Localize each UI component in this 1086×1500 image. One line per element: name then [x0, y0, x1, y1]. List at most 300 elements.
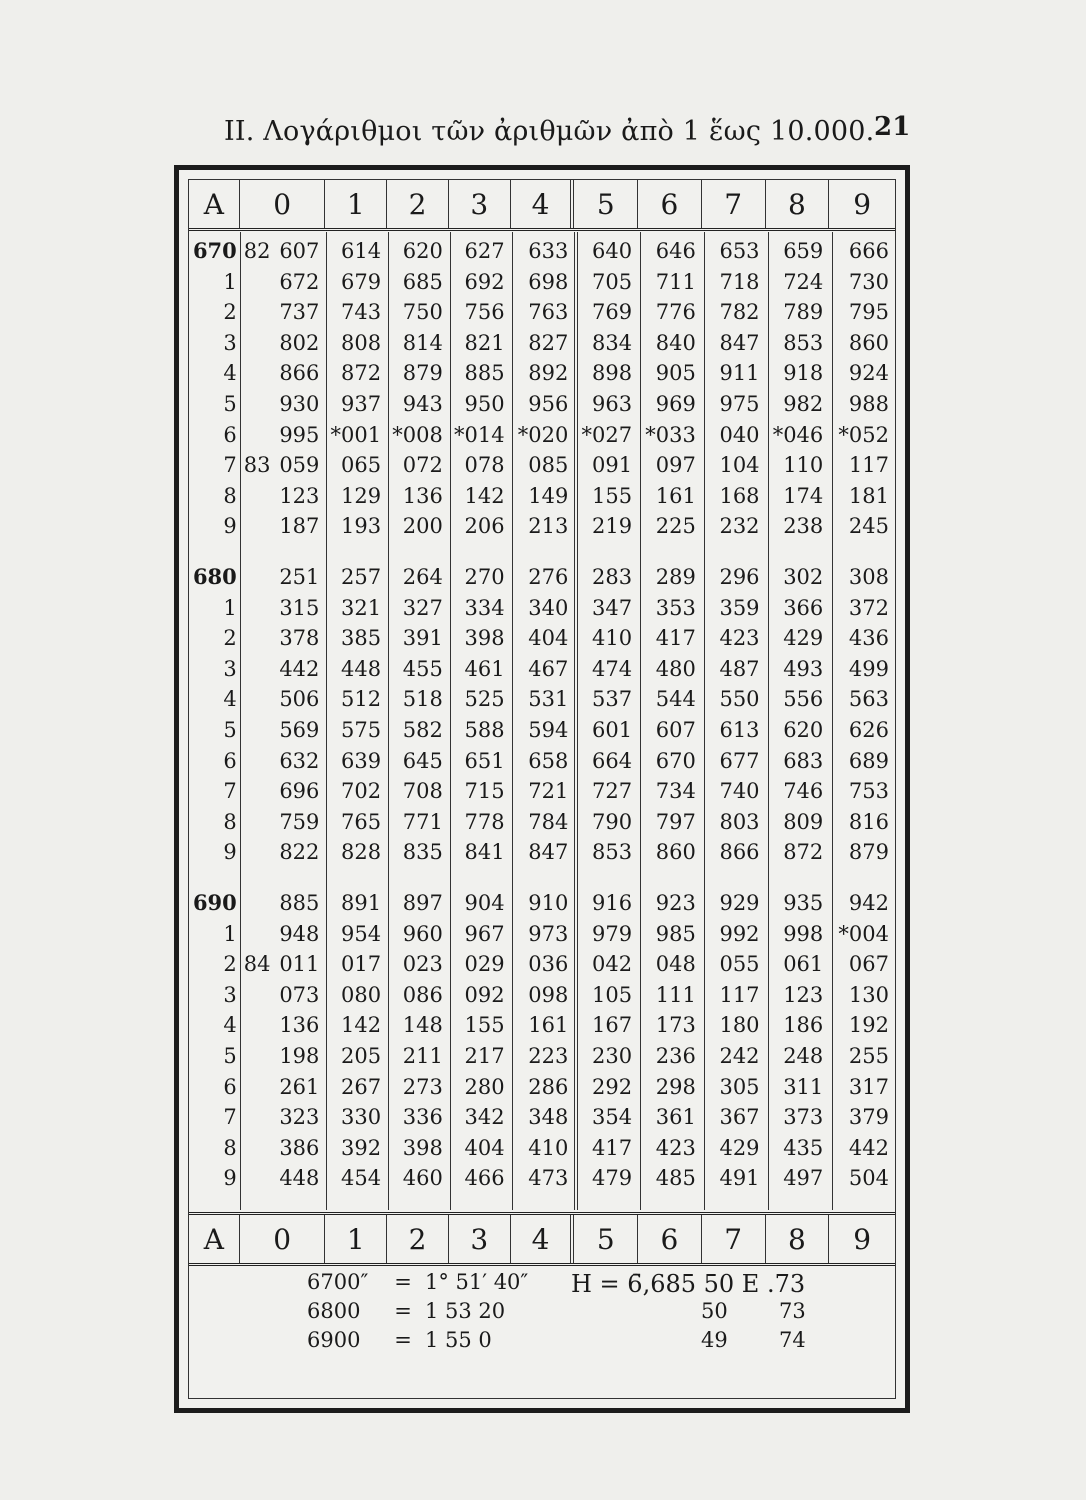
mantissa-cell: 718 [719, 269, 760, 294]
mantissa-cell: 916 [591, 891, 633, 915]
mantissa-cell: 658 [528, 748, 569, 773]
mantissa-cell: 232 [719, 514, 760, 539]
mantissa-cell: 626 [848, 717, 889, 742]
mantissa-cell: *008 [392, 422, 443, 447]
row-argument: 5 [223, 391, 237, 416]
mantissa-cell: 036 [528, 952, 569, 977]
note-line-3 [307, 1328, 492, 1352]
mantissa-value: 442 [279, 656, 320, 681]
note-equals: = [394, 1299, 412, 1323]
modulus-sub-2: 49 [701, 1328, 728, 1352]
mantissa-cell: 461 [464, 656, 505, 681]
mantissa-cell: 531 [528, 687, 569, 712]
table-row [189, 1163, 895, 1194]
mantissa-cell: *052 [838, 422, 889, 447]
mantissa-cell: 702 [341, 779, 382, 804]
mantissa-value: 607 [279, 239, 320, 263]
mantissa-cell: 847 [719, 330, 760, 355]
mantissa-cell: 273 [402, 1074, 443, 1099]
note-value: 6800 [307, 1299, 361, 1323]
mantissa-value: 802 [279, 330, 320, 355]
mantissa-cell: 979 [591, 921, 633, 946]
row-argument: 2 [223, 626, 237, 651]
mantissa-cell: 359 [719, 595, 760, 620]
mantissa-cell: 620 [783, 717, 824, 742]
header-col-2: 2 [387, 180, 449, 228]
header-col-7: 7 [702, 180, 766, 228]
mantissa-cell: 721 [528, 779, 569, 804]
footer-col-2: 2 [387, 1215, 449, 1263]
mantissa-cell: 398 [464, 626, 505, 651]
table-row [189, 1041, 895, 1072]
mantissa-cell: 666 [848, 239, 889, 263]
mantissa-cell: 155 [591, 483, 633, 508]
table-row [189, 807, 895, 838]
table-row [189, 919, 895, 950]
row-argument: 6 [223, 1074, 237, 1099]
mantissa-cell: 998 [783, 921, 824, 946]
row-argument: 7 [223, 779, 237, 804]
row-argument: 3 [223, 330, 237, 355]
mantissa-cell: 330 [341, 1105, 382, 1130]
mantissa-cell: 942 [848, 891, 889, 915]
mantissa-cell: *033 [645, 422, 696, 447]
modulus-sub-1: 50 [701, 1299, 728, 1323]
mantissa-cell: 493 [783, 656, 824, 681]
mantissa-value: 386 [279, 1135, 320, 1160]
mantissa-value: 011 [279, 952, 320, 977]
mantissa-cell [240, 684, 326, 715]
note-value: 6900 [307, 1328, 361, 1352]
mantissa-cell: 943 [402, 391, 443, 416]
mantissa-cell: 771 [402, 809, 443, 834]
table-row [189, 1102, 895, 1133]
mantissa-cell: 161 [528, 1013, 569, 1038]
table-row [189, 328, 895, 359]
mantissa-cell: 692 [464, 269, 505, 294]
mantissa-cell: 892 [528, 361, 569, 386]
mantissa-cell: 679 [341, 269, 382, 294]
mantissa-cell: 455 [402, 656, 443, 681]
mantissa-cell: 085 [528, 453, 569, 478]
mantissa-value: 323 [279, 1105, 320, 1130]
mantissa-cell: 734 [655, 779, 696, 804]
mantissa-cell [240, 980, 326, 1011]
header-col-5: 5 [574, 180, 638, 228]
table-row [189, 776, 895, 807]
mantissa-cell: 556 [783, 687, 824, 712]
mantissa-cell: 255 [848, 1043, 889, 1068]
table-row [189, 389, 895, 420]
mantissa-cell: 230 [591, 1043, 633, 1068]
mantissa-cell: 442 [848, 1135, 889, 1160]
footer-col-8: 8 [766, 1215, 830, 1263]
mantissa-cell: 065 [341, 453, 382, 478]
mantissa-cell: *014 [454, 422, 505, 447]
mantissa-cell [240, 776, 326, 807]
mantissa-cell [240, 623, 326, 654]
mantissa-cell: 342 [464, 1105, 505, 1130]
mantissa-cell: 982 [783, 391, 824, 416]
row-argument: 9 [223, 514, 237, 539]
mantissa-cell: 270 [464, 565, 505, 589]
table-row [189, 1072, 895, 1103]
mantissa-cell [240, 450, 326, 481]
mantissa-cell: 790 [591, 809, 633, 834]
mantissa-cell: 651 [464, 748, 505, 773]
mantissa-cell: 200 [402, 514, 443, 539]
mantissa-cell: 280 [464, 1074, 505, 1099]
mantissa-cell: 518 [402, 687, 443, 712]
mantissa-cell: 040 [719, 422, 760, 447]
mantissa-cell: 935 [783, 891, 824, 915]
mantissa-cell: 067 [848, 952, 889, 977]
table-notes [189, 1270, 895, 1370]
mantissa-cell: 327 [402, 595, 443, 620]
table-title: II. Λογάριθμοι τῶν ἀριθμῶν ἀπὸ 1 ἕως 10.000. [224, 116, 875, 147]
mantissa-value: 948 [279, 921, 320, 946]
table-row [189, 837, 895, 868]
page-number: 21 [874, 112, 911, 142]
mantissa-value: 059 [279, 453, 320, 478]
mantissa-cell: 594 [528, 717, 569, 742]
mantissa-cell: *001 [330, 422, 382, 447]
mantissa-cell: *046 [772, 422, 824, 447]
mantissa-cell: 354 [591, 1105, 633, 1130]
mantissa-cell: 417 [591, 1135, 633, 1160]
row-argument: 4 [223, 1013, 237, 1038]
note-equals: = [394, 1270, 412, 1294]
mantissa-cell: 148 [402, 1013, 443, 1038]
mantissa-cell: 257 [341, 565, 382, 589]
mantissa-cell: 181 [848, 483, 889, 508]
mantissa-cell: 410 [591, 626, 633, 651]
header-col-8: 8 [766, 180, 830, 228]
mantissa-cell: 963 [591, 391, 633, 416]
table-body [189, 232, 895, 1210]
mantissa-cell: 055 [719, 952, 760, 977]
mantissa-cell: 975 [719, 391, 760, 416]
mantissa-cell: 078 [464, 453, 505, 478]
mantissa-cell: 219 [591, 514, 633, 539]
footer-col-0: 0 [240, 1215, 326, 1263]
mantissa-cell: 248 [783, 1043, 824, 1068]
mantissa-cell: 491 [719, 1166, 760, 1191]
footer-col-3: 3 [449, 1215, 511, 1263]
table-row [189, 715, 895, 746]
table-row [189, 511, 895, 542]
mantissa-cell [240, 511, 326, 542]
mantissa-cell: 206 [464, 514, 505, 539]
mantissa-cell: 730 [848, 269, 889, 294]
mantissa-cell: 923 [655, 891, 696, 915]
mantissa-cell: 956 [528, 391, 569, 416]
mantissa-cell: 537 [591, 687, 633, 712]
mantissa-cell: 746 [783, 779, 824, 804]
row-argument: 8 [223, 809, 237, 834]
mantissa-cell [240, 1133, 326, 1164]
mantissa-value: 261 [279, 1074, 320, 1099]
mantissa-cell: 104 [719, 453, 760, 478]
table-row [189, 684, 895, 715]
mantissa-cell: 029 [464, 952, 505, 977]
mantissa-cell: 698 [528, 269, 569, 294]
mantissa-cell: 879 [402, 361, 443, 386]
mantissa-value: 569 [279, 717, 320, 742]
mantissa-cell [240, 1010, 326, 1041]
row-argument: 9 [223, 840, 237, 865]
mantissa-cell: 186 [783, 1013, 824, 1038]
mantissa-cell: 950 [464, 391, 505, 416]
mantissa-cell: 750 [402, 300, 443, 325]
table-row [189, 267, 895, 298]
table-row [189, 236, 895, 267]
mantissa-cell: 487 [719, 656, 760, 681]
table-row [189, 562, 895, 593]
mantissa-cell: 705 [591, 269, 633, 294]
mantissa-cell: 410 [528, 1135, 569, 1160]
mantissa-cell: 348 [528, 1105, 569, 1130]
table-row [189, 420, 895, 451]
header-col-a: A [189, 180, 240, 228]
mantissa-cell [240, 1163, 326, 1194]
mantissa-cell: 267 [341, 1074, 382, 1099]
mantissa-cell: 480 [655, 656, 696, 681]
mantissa-cell: 910 [528, 891, 569, 915]
column-footer-row [189, 1212, 895, 1266]
mantissa-prefix: 82 [243, 239, 271, 263]
mantissa-cell: 289 [655, 565, 696, 589]
mantissa-cell: 614 [341, 239, 382, 263]
mantissa-cell: 763 [528, 300, 569, 325]
mantissa-cell: 097 [655, 453, 696, 478]
mantissa-cell: 582 [402, 717, 443, 742]
mantissa-cell: 460 [402, 1166, 443, 1191]
table-row [189, 746, 895, 777]
row-argument: 9 [223, 1166, 237, 1191]
note-equals: = [394, 1328, 412, 1352]
mantissa-cell: 639 [341, 748, 382, 773]
table-row [189, 980, 895, 1011]
mantissa-value: 506 [279, 687, 320, 712]
note-angle: 1 55 0 [425, 1328, 492, 1352]
mantissa-cell: 149 [528, 483, 569, 508]
mantissa-cell: 640 [591, 239, 633, 263]
mantissa-cell: 795 [848, 300, 889, 325]
mantissa-value: 251 [279, 565, 320, 589]
mantissa-value: 822 [279, 840, 320, 865]
mantissa-cell: 423 [655, 1135, 696, 1160]
mantissa-cell: 985 [655, 921, 696, 946]
row-argument: 1 [223, 921, 237, 946]
mantissa-cell: 588 [464, 717, 505, 742]
mantissa-cell: 685 [402, 269, 443, 294]
mantissa-cell: 645 [402, 748, 443, 773]
mantissa-cell: 110 [783, 453, 824, 478]
mantissa-cell [240, 267, 326, 298]
mantissa-cell: 607 [655, 717, 696, 742]
mantissa-cell: 659 [783, 239, 824, 263]
mantissa-cell: 853 [783, 330, 824, 355]
mantissa-value: 378 [279, 626, 320, 651]
row-argument: 1 [223, 595, 237, 620]
mantissa-cell: 512 [341, 687, 382, 712]
mantissa-cell: 283 [591, 565, 633, 589]
mantissa-cell: 740 [719, 779, 760, 804]
mantissa-cell: 918 [783, 361, 824, 386]
mantissa-cell: 499 [848, 656, 889, 681]
mantissa-cell: 670 [655, 748, 696, 773]
mantissa-cell: 525 [464, 687, 505, 712]
mantissa-value: 073 [279, 982, 320, 1007]
mantissa-cell: 398 [402, 1135, 443, 1160]
row-argument: 670 [192, 238, 237, 263]
mantissa-cell: 797 [655, 809, 696, 834]
mantissa-cell [240, 837, 326, 868]
mantissa-cell: 834 [591, 330, 633, 355]
mantissa-cell: 205 [341, 1043, 382, 1068]
mantissa-cell: 911 [719, 361, 760, 386]
table-row [189, 949, 895, 980]
mantissa-cell: 225 [655, 514, 696, 539]
mantissa-cell: 872 [341, 361, 382, 386]
mantissa-cell: 627 [464, 239, 505, 263]
mantissa-cell: 840 [655, 330, 696, 355]
mantissa-cell: 080 [341, 982, 382, 1007]
mantissa-cell [240, 1072, 326, 1103]
mantissa-cell: 061 [783, 952, 824, 977]
mantissa-cell: 466 [464, 1166, 505, 1191]
column-header-row [189, 180, 895, 231]
mantissa-cell: 782 [719, 300, 760, 325]
mantissa-value: 885 [279, 891, 320, 915]
mantissa-cell: 130 [848, 982, 889, 1007]
row-argument: 5 [223, 717, 237, 742]
mantissa-cell: 417 [655, 626, 696, 651]
mantissa-value: 448 [279, 1166, 320, 1191]
mantissa-cell: 334 [464, 595, 505, 620]
page-header [224, 112, 914, 152]
header-col-4: 4 [511, 180, 575, 228]
mantissa-value: 123 [279, 483, 320, 508]
mantissa-cell: 776 [655, 300, 696, 325]
mantissa-cell: 242 [719, 1043, 760, 1068]
mantissa-cell [240, 328, 326, 359]
table-row [189, 1010, 895, 1041]
mantissa-value: 737 [279, 300, 320, 325]
mantissa-cell: 601 [591, 717, 633, 742]
row-argument: 4 [223, 361, 237, 386]
table-row [189, 358, 895, 389]
mantissa-cell: 454 [341, 1166, 382, 1191]
mantissa-cell: 646 [655, 239, 696, 263]
mantissa-cell: 276 [528, 565, 569, 589]
header-col-9: 9 [853, 187, 872, 221]
mantissa-value: 696 [279, 779, 320, 804]
mantissa-cell [240, 236, 326, 267]
mantissa-cell: 091 [591, 453, 633, 478]
mantissa-cell: 885 [464, 361, 505, 386]
mantissa-value: 866 [279, 361, 320, 386]
footer-col-9: 9 [853, 1222, 872, 1256]
mantissa-cell: 353 [655, 595, 696, 620]
mantissa-cell: 753 [848, 779, 889, 804]
mantissa-cell: 136 [402, 483, 443, 508]
mantissa-cell: 308 [848, 565, 889, 589]
mantissa-cell: 245 [848, 514, 889, 539]
row-argument: 3 [223, 656, 237, 681]
mantissa-cell: 429 [783, 626, 824, 651]
row-argument: 4 [223, 687, 237, 712]
mantissa-cell: 708 [402, 779, 443, 804]
mantissa-cell: 497 [783, 1166, 824, 1191]
mantissa-cell: 727 [591, 779, 633, 804]
mantissa-cell: 929 [719, 891, 760, 915]
mantissa-cell: 217 [464, 1043, 505, 1068]
table-row [189, 888, 895, 919]
mantissa-cell: 485 [655, 1166, 696, 1191]
mantissa-cell: 286 [528, 1074, 569, 1099]
header-col-0: 0 [240, 180, 326, 228]
row-argument: 7 [223, 453, 237, 478]
mantissa-cell: 155 [464, 1013, 505, 1038]
mantissa-cell: 677 [719, 748, 760, 773]
mantissa-cell: 105 [591, 982, 633, 1007]
mantissa-cell: 098 [528, 982, 569, 1007]
mantissa-cell: 828 [341, 840, 382, 865]
mantissa-cell: 180 [719, 1013, 760, 1038]
row-argument: 6 [223, 422, 237, 447]
mantissa-cell [240, 1041, 326, 1072]
mantissa-cell: 448 [341, 656, 382, 681]
mantissa-cell: 361 [655, 1105, 696, 1130]
mantissa-cell: 302 [783, 565, 824, 589]
header-col-3: 3 [449, 180, 511, 228]
note-line-2 [307, 1299, 505, 1323]
mantissa-cell: 937 [341, 391, 382, 416]
mantissa-cell: 086 [402, 982, 443, 1007]
mantissa-cell: 724 [783, 269, 824, 294]
mantissa-cell [240, 562, 326, 593]
mantissa-cell: 366 [783, 595, 824, 620]
row-argument: 690 [192, 890, 237, 915]
mantissa-cell: 479 [591, 1166, 633, 1191]
mantissa-cell: 904 [464, 891, 505, 915]
mantissa-cell: 372 [848, 595, 889, 620]
mantissa-cell: 816 [848, 809, 889, 834]
mantissa-cell: 473 [528, 1166, 569, 1191]
mantissa-cell: 168 [719, 483, 760, 508]
mantissa-cell: 550 [719, 687, 760, 712]
mantissa-cell: 769 [591, 300, 633, 325]
table-row [189, 623, 895, 654]
note-value: 6700″ [307, 1270, 369, 1294]
mantissa-cell: 653 [719, 239, 760, 263]
mantissa-cell: 778 [464, 809, 505, 834]
mantissa-cell: 117 [719, 982, 760, 1007]
mantissa-cell: 789 [783, 300, 824, 325]
modulus-sub-2b: 74 [779, 1328, 806, 1352]
log-table-frame [174, 165, 910, 1413]
row-argument: 8 [223, 1135, 237, 1160]
mantissa-cell [240, 746, 326, 777]
mantissa-cell: 142 [464, 483, 505, 508]
mantissa-cell: 296 [719, 565, 760, 589]
mantissa-cell [240, 481, 326, 512]
modulus-formula: H = 6̄,685 50 E .73 [571, 1270, 806, 1298]
row-argument: 2 [223, 952, 237, 977]
mantissa-cell: 898 [591, 361, 633, 386]
